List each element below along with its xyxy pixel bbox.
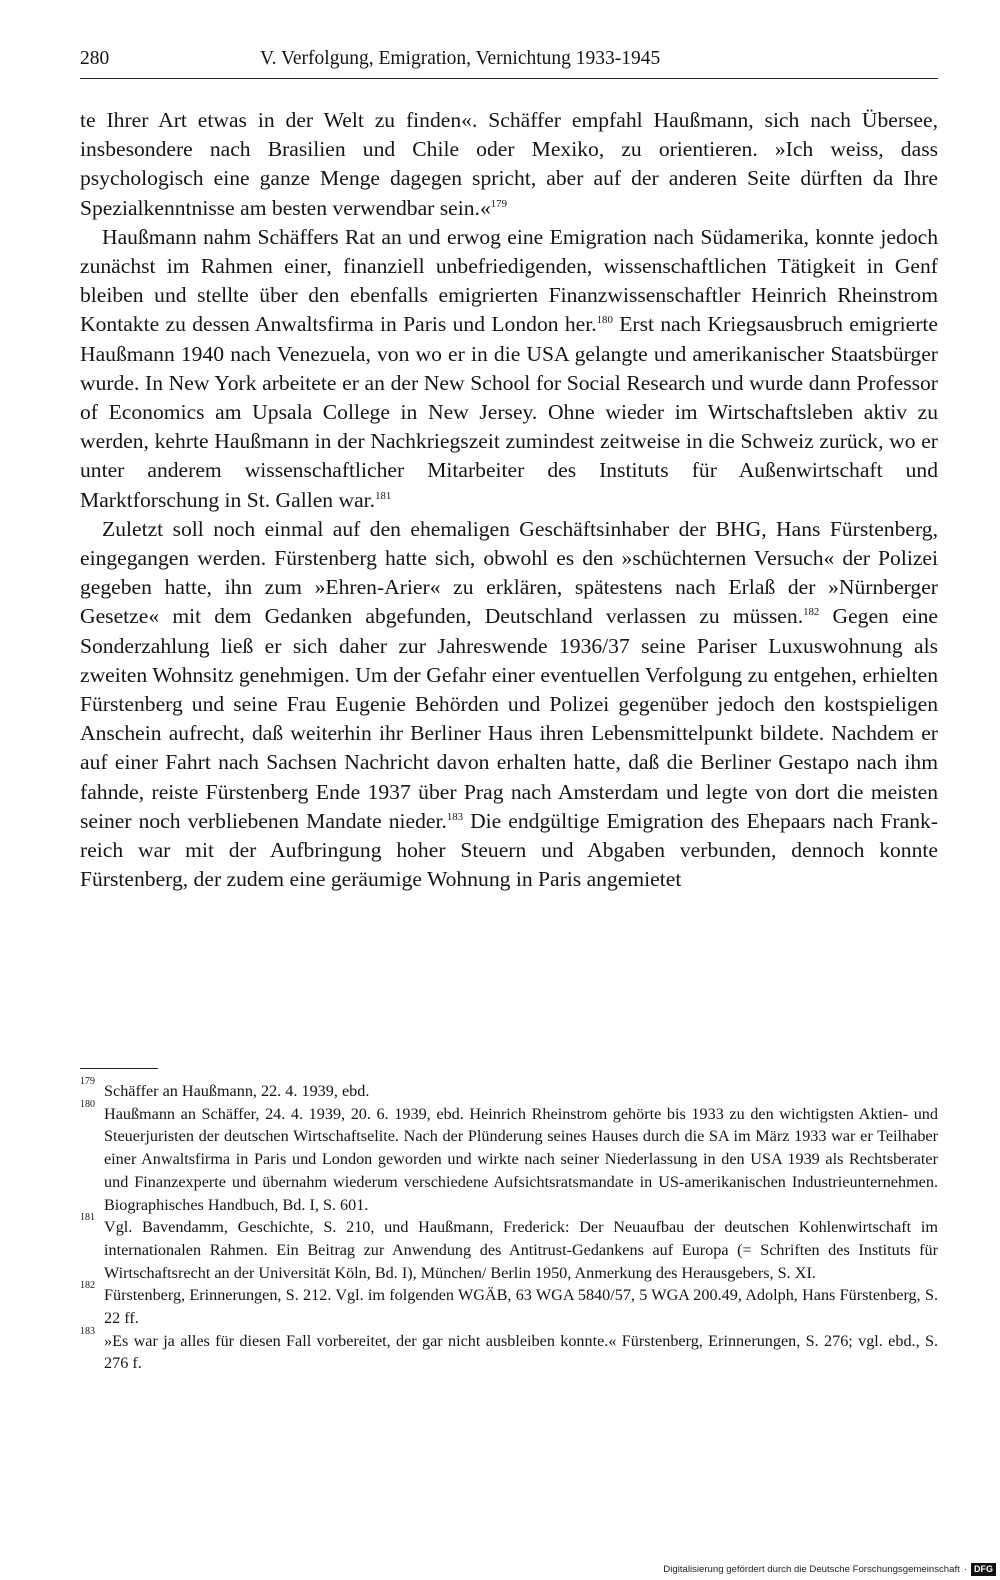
footnote [80, 1280, 938, 1329]
text-segment: Haußmann nahm Schäffers Rat an und erwog eine Emigration nach Südamerika, konnte jedoch zunächst im Rahmen einer, finanziell unbefriedigenden, wissenschaftlichen Tätigkeit in Genf bleiben und stellte über den ebenfalls emigrierten Finanzwissenschaftler Heinrich Rheinstrom Kontakte zu dessen Anwaltsfirma in Paris und London her. [80, 224, 938, 337]
text-segment: Zuletzt soll noch einmal auf den ehemaligen Geschäftsinhaber der BHG, Hans Fürstenberg, eingegangen werden. Fürstenberg hatte sich, obwohl es den »schüchternen Versuch« der Polizei gegeben hatte, ihn zum »Ehren-Arier« zu erklären, spätestens nach Erlaß der »Nürnberger Gesetze« mit dem Gedanken abgefunden, Deutschland verlassen zu müssen. [80, 516, 938, 629]
digitization-credit: Digitalisierung gefördert durch die Deutsche Forschungsgemeinschaft · DFG [663, 1563, 996, 1576]
footnote-separator [80, 1068, 158, 1069]
footnote [80, 1325, 938, 1375]
footnote [80, 1212, 938, 1284]
footnote-reference[interactable]: 179 [490, 197, 507, 210]
main-text [80, 106, 938, 894]
paragraph [80, 515, 938, 895]
footnote-number: 181 [80, 1212, 95, 1224]
footnote-number: 180 [80, 1098, 95, 1110]
credit-text: Digitalisierung gefördert durch die Deutsche Forschungsgemeinschaft [663, 1564, 960, 1575]
footnote [80, 1076, 938, 1103]
footnote-text: »Es war ja alles für diesen Fall vorbereitet, der gar nicht ausbleiben konnte.« Fürstenberg, Erinnerungen, S. 276; vgl. ebd., S. 276 f. [104, 1331, 938, 1373]
footnote-reference[interactable]: 180 [596, 314, 613, 327]
text-segment: te Ihrer Art etwas in der Welt zu finden«. Schäffer empfahl Haußmann, sich nach Übersee, insbesondere nach Brasilien und Chile oder Mexiko, zu orientieren. »Ich weiss, dass psychologisch eine ganze Menge dagegen spricht, aber auf der anderen Seite dürften da Ihre Spezialkenntnisse am besten verwendbar sein.« [80, 108, 938, 220]
text-segment: Die endgültige Emigration des Ehepaars nach Frankreich war mit der Aufbringung hoher Steuern und Abgaben verbunden, dennoch konnte Fürstenberg, der zudem eine geräumige Wohnung in Paris angemietet [80, 808, 938, 892]
footnote-text: Schäffer an Haußmann, 22. 4. 1939, ebd. [104, 1082, 370, 1100]
footnote-reference[interactable]: 181 [375, 489, 392, 502]
running-header [80, 46, 938, 79]
page-number: 280 [80, 48, 110, 69]
text-segment: Erst nach Kriegsausbruch emigrierte Haußmann 1940 nach Venezuela, von wo er in die USA gelangte und amerikanischer Staatsbürger wurde. In New York arbeitete er an der New School for Social Research und wurde dann Professor of Economics am Upsala College in New Jersey. Ohne wieder im Wirtschaftsleben aktiv zu werden, kehrte Haußmann in der Nachkriegszeit zumindest zeitweise in die Schweiz zurück, wo er unter anderem wissenschaftlicher Mitarbeiter des Instituts für Außenwirtschaft und Marktforschung in St. Gallen war. [80, 312, 938, 512]
paragraph [80, 106, 938, 223]
text-segment: Gegen eine Sonderzahlung ließ er sich daher zur Jahreswende 1936/37 seine Pariser Luxuswohnung als zweiten Wohnsitz genehmigen. Um der Gefahr einer eventuellen Verfolgung zu entgehen, erhielten Fürstenberg und seine Frau Eugenie Behörden und Polizei gegenüber jedoch den kostspieligen Anschein aufrecht, daß weiterhin ihr Berliner Haus ihren Lebensmittelpunkt bildete. Nachdem er auf einer Fahrt nach Sachsen Nachricht davon erhalten hatte, daß die Berliner Gestapo nach ihm fahnde, reiste Fürstenberg Ende 1937 über Prag nach Amsterdam und legte von dort die meisten seiner noch verbliebenen Mandate nieder. [80, 604, 938, 833]
footnote-text: Vgl. Bavendamm, Geschichte, S. 210, und Haußmann, Frederick: Der Neuaufbau der deutschen Kohlenwirtschaft im internationalen Rahmen. Ein Beitrag zur Anwendung des Antitrust-Gedankens auf Europa (= Schriften des Instituts für Wirtschaftsrecht an der Universität Köln, Bd. I), München/ Berlin 1950, Anmerkung des Herausgebers, S. XI. [104, 1218, 938, 1282]
footnote-text: Haußmann an Schäffer, 24. 4. 1939, 20. 6. 1939, ebd. Heinrich Rheinstrom gehörte bis 1933 zu den wichtigsten Aktien- und Steuerjuristen der deutschen Wirtschaftselite. Nach der Plünderung seines Hauses durch die SA im März 1933 war er Teilhaber einer Anwaltsfirma in Paris und London geworden und wirkte nach seiner Niederlassung in den USA 1939 als Rechtsberater und Finanzexperte und übernahm wiederum verschiedene Aufsichtsratsmandate in US-amerikanischen Industrieunternehmen. Biographisches Handbuch, Bd. I, S. 601. [104, 1104, 938, 1214]
footnote-reference[interactable]: 183 [446, 810, 464, 823]
footnote-number: 179 [80, 1076, 95, 1087]
footnote-number: 183 [80, 1325, 95, 1337]
footnote [80, 1098, 938, 1217]
dfg-logo: DFG [971, 1563, 996, 1576]
paragraph [80, 223, 938, 515]
footnote-text: Fürstenberg, Erinnerungen, S. 212. Vgl. im folgenden WGÄB, 63 WGA 5840/57, 5 WGA 200.49, Adolph, Hans Fürstenberg, S. 22 ff. [104, 1286, 938, 1328]
running-title: V. Verfolgung, Emigration, Vernichtung 1933-1945 [260, 48, 661, 69]
footnote-reference[interactable]: 182 [803, 606, 820, 619]
footnote-number: 182 [80, 1280, 95, 1292]
footnotes [80, 1076, 938, 1375]
